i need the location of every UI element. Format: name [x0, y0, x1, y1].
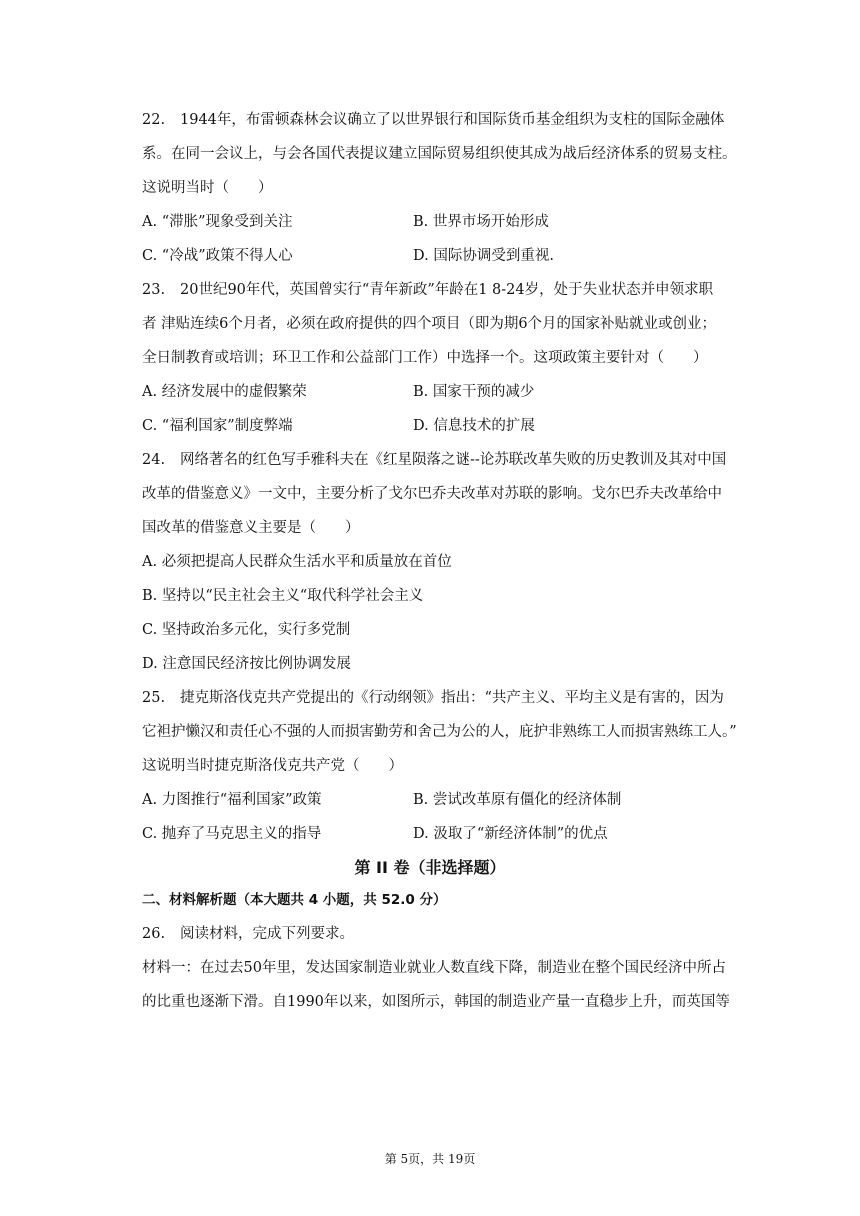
q26-line-1 [142, 924, 354, 944]
q22-line-3: 这说明当时（ ） [142, 180, 273, 196]
q23-option-d: D. 信息技术的扩展 [413, 418, 535, 434]
section-title: 第 II 卷（非选择题） [354, 858, 506, 877]
q25-line-3: 这说明当时捷克斯洛伐克共产党（ ） [142, 758, 403, 774]
q22-option-d: D. 国际协调受到重视. [413, 248, 554, 264]
q23-line-2: 者 津贴连续6个月者，必须在政府提供的四个项目（即为期6个月的国家补贴就业或创业； [142, 316, 717, 332]
q26-material-line-2: 的比重也逐渐下滑。自1990年以来，如图所示，韩国的制造业产量一直稳步上升，而英国等 [142, 994, 730, 1010]
q24-option-a: A. 必须把提高人民群众生活水平和质量放在首位 [142, 554, 452, 570]
q22-option-b: B. 世界市场开始形成 [413, 214, 549, 230]
q22-line-2: 系。在同一会议上，与会各国代表提议建立国际贸易组织使其成为战后经济体系的贸易支柱。 [142, 146, 737, 162]
part2-heading: 二、材料解析题（本大题共 4 小题，共 52.0 分） [142, 892, 447, 908]
q22-stem-1: 1944年，布雷顿森林会议确立了以世界银行和国际货币基金组织为支柱的国际金融体 [180, 112, 725, 128]
q25-stem-1: 捷克斯洛伐克共产党提出的《行动纲领》指出：“共产主义、平均主义是有害的，因为 [180, 690, 724, 706]
q23-number: 23. [142, 282, 166, 298]
q25-option-d: D. 汲取了“新经济体制”的优点 [413, 826, 608, 842]
page-footer: 第 5页，共 19页 [384, 1152, 476, 1166]
q24-option-b: B. 坚持以“民主社会主义“取代科学社会主义 [142, 588, 424, 604]
q23-option-a: A. 经济发展中的虚假繁荣 [142, 384, 307, 400]
q24-line-2: 改革的借鉴意义》一文中，主要分析了戈尔巴乔夫改革对苏联的影响。戈尔巴乔夫改革给中 [142, 486, 722, 502]
q25-option-b: B. 尝试改革原有僵化的经济体制 [413, 792, 622, 808]
q26-material-line-1: 材料一：在过去50年里，发达国家制造业就业人数直线下降，制造业在整个国民经济中所占 [142, 960, 726, 976]
q24-stem-1: 网络著名的红色写手雅科夫在《红星陨落之谜--论苏联改革失败的历史教训及其对中国 [180, 452, 727, 468]
q25-number: 25. [142, 690, 166, 706]
q23-line-1 [142, 280, 713, 300]
q25-option-c: C. 抛弃了马克思主义的指导 [142, 826, 322, 842]
q22-option-c: C. “冷战”政策不得人心 [142, 248, 293, 264]
q22-option-a: A. “滞胀”现象受到关注 [142, 214, 293, 230]
q26-number: 26. [142, 926, 166, 942]
q25-line-1 [142, 688, 724, 708]
q24-line-3: 国改革的借鉴意义主要是（ ） [142, 520, 360, 536]
q22-number: 22. [142, 112, 166, 128]
q24-option-c: C. 坚持政治多元化，实行多党制 [142, 622, 351, 638]
q23-option-c: C. “福利国家”制度弊端 [142, 418, 293, 434]
q25-option-a: A. 力图推行“福利国家”政策 [142, 792, 322, 808]
q23-option-b: B. 国家干预的减少 [413, 384, 535, 400]
q24-line-1 [142, 450, 726, 470]
q24-option-d: D. 注意国民经济按比例协调发展 [142, 656, 351, 672]
q25-line-2: 它袒护懒汉和责任心不强的人而损害勤劳和舍己为公的人，庇护非熟练工人而损害熟练工人。” [142, 724, 737, 740]
q22-line-1 [142, 110, 724, 130]
q26-stem-1: 阅读材料，完成下列要求。 [180, 926, 354, 942]
q24-number: 24. [142, 452, 166, 468]
q23-line-3: 全日制教育或培训；环卫工作和公益部门工作）中选择一个。这项政策主要针对（ ） [142, 350, 708, 366]
q23-stem-1: 20世纪90年代，英国曾实行“青年新政”年龄在1 8-24岁，处于失业状态并申领求职 [180, 282, 714, 298]
